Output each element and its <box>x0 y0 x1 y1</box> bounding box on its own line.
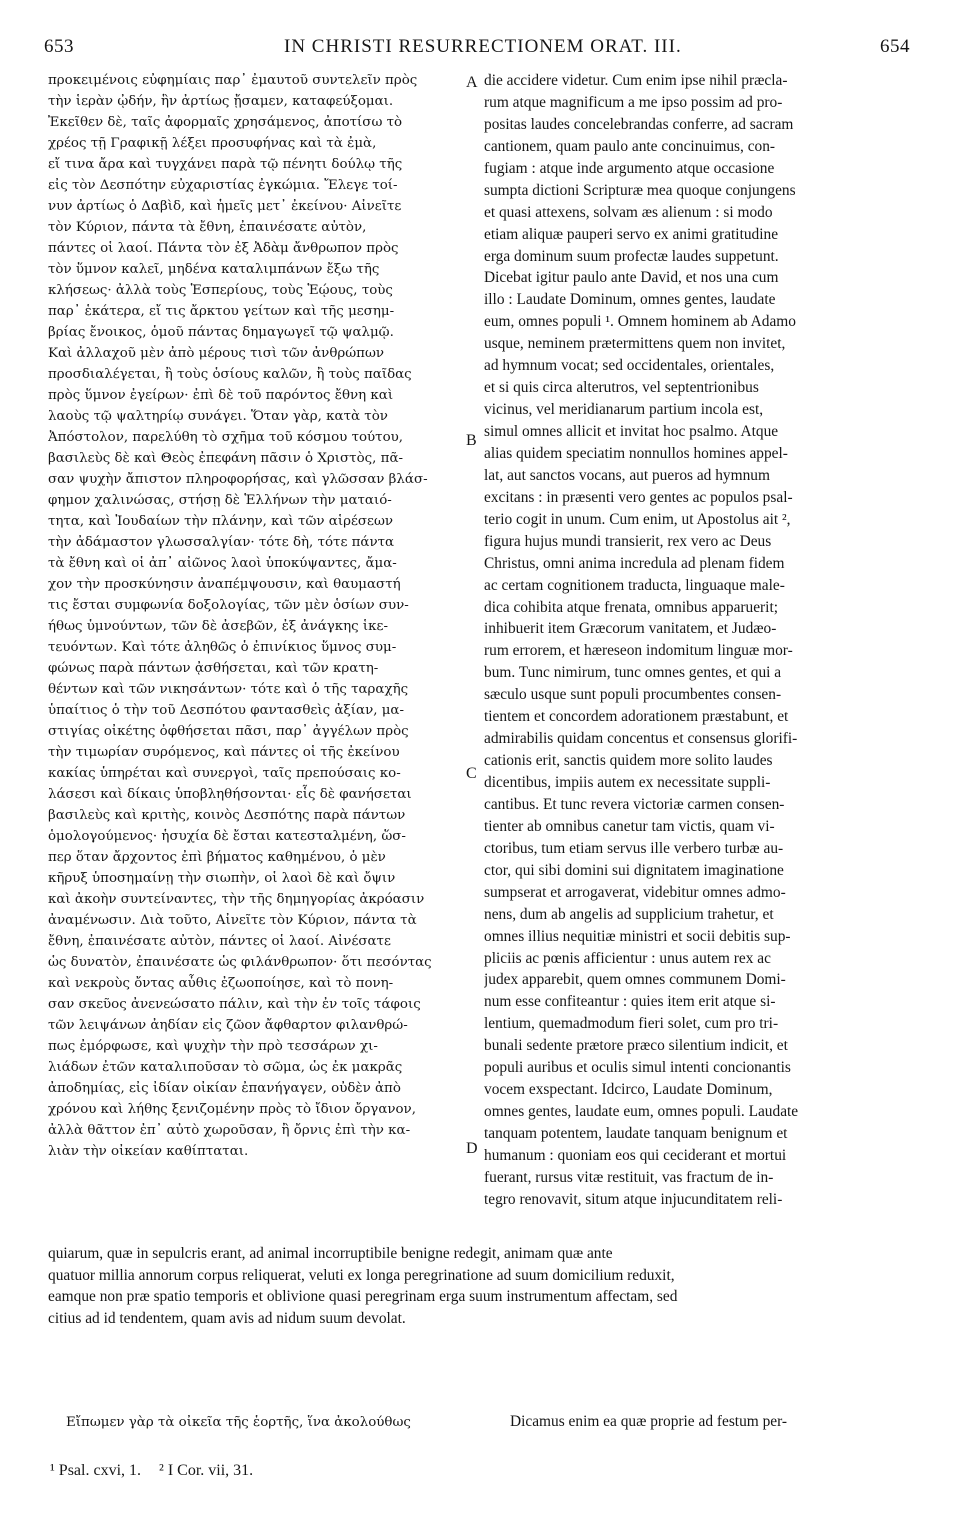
latin-text-line: admirabilis quidam concentus et consensus glorifi- <box>484 730 798 748</box>
greek-text-line: λάσεσι καὶ δίκαις ὑποβληθήσονται· εἷς δὲ φανήσεται <box>48 787 412 802</box>
greek-text-line: στιγίας οἰκέτης ὀφθήσεται πᾶσι, παρ᾽ ἀγγέλων πρὸς <box>48 724 409 739</box>
latin-text-line: cationis erit, sanctis quidem more solito laudes <box>484 752 773 770</box>
latin-text-line: et si quis circa alterutros, vel septentrionibus <box>484 379 759 397</box>
latin-text-line: Christus, omni anima incredula ad plenam fidem <box>484 554 785 572</box>
latin-text-line: sumpserat et arrogaverat, videbitur omnes admo- <box>484 883 786 901</box>
section-marker-c: C <box>466 765 477 782</box>
greek-text-line: εἴ τινα ἄρα καὶ τυγχάνει παρὰ τῷ πένητι δούλῳ τῆς <box>48 157 403 172</box>
greek-text-line: πάντες οἱ λαοί. Πάντα τὸν ἐξ Ἀδὰμ ἄνθρωπον πρὸς <box>48 241 399 256</box>
latin-text-line: et quasi attexens, solvam æs alienum : si modo <box>484 203 773 221</box>
greek-text-line: ήθως ὑμνούντων, τῶν δὲ ἀσεβῶν, ἐξ ἀνάγκης ἱκε- <box>48 619 389 634</box>
latin-text-line: rum errorem, et hæreseon indomitum linguæ mor- <box>484 642 793 660</box>
greek-text-line: θέντων καὶ τῶν νικησάντων· τότε καὶ ὁ τῆς ταραχῆς <box>48 682 409 697</box>
greek-text-line: τὴν ἀδάμαστον γλωσσαλγίαν· τότε δὴ, τότε πάντα <box>48 535 395 550</box>
greek-text-line: νυν ἀρτίως ὁ Δαβὶδ, καὶ ἡμεῖς μετ᾽ ἐκείνου· Αἰνεῖτε <box>48 199 402 214</box>
greek-text-line: τὴν ἱερὰν ᾠδήν, ἣν ἀρτίως ᾔσαμεν, καταφεύξομαι. <box>48 94 394 109</box>
greek-text-line: πως ἐμόρφωσε, καὶ ψυχὴν τὴν πρὸ τεσσάρων χι- <box>48 1039 378 1054</box>
greek-text-line: ἀλλὰ θᾶττον ἐπ᾽ αὐτὸ χωροῦσαν, ἢ ὄρνις ἐπὶ τὴν κα- <box>48 1123 411 1138</box>
latin-text-line: tientem et concordem adorationem præstabunt, et <box>484 708 789 726</box>
latin-text-line: populi auribus et oculis simul intenti concionantis <box>484 1059 791 1077</box>
latin-text-line: rum atque magnificum a me ipso possim ad pro- <box>484 93 783 111</box>
footnote-1: ¹ Psal. cxvi, 1. <box>50 1462 142 1479</box>
greek-text-line: παρ᾽ ἑκάτερα, εἴ τις ἄρκτου γείτων καὶ τῆς μεσημ- <box>48 304 395 319</box>
greek-text-line: λιάδων ἐτῶν καταλιποῦσαν τὸ σῶμα, ὡς ἐκ μακρᾶς <box>48 1060 403 1075</box>
greek-text-line: τὸν Κύριον, πάντα τὰ ἔθνη, ἐπαινέσατε αὐτὸν, <box>48 220 367 235</box>
latin-text-line: simul omnes allicit et invitat hoc psalmo. Atque <box>484 423 779 440</box>
greek-text-line: τὸν ὕμνον καλεῖ, μηδένα καταλιμπάνων ἔξω τῆς <box>48 262 380 277</box>
greek-column <box>48 70 463 1162</box>
latin-text-line: sumpta dictioni Scripturæ mea quoque conjungens <box>484 181 796 199</box>
greek-text-line: τευόντων. Καὶ τότε ἀληθῶς ὁ ἐπινίκιος ὕμνος συμ- <box>48 640 397 655</box>
latin-text-line: terio cogit in unum. Cum enim, ut Apostolus ait ², <box>484 510 791 528</box>
greek-text-line: βρίας ἔνοικος, ὁμοῦ πάντας δημαγωγεῖ τῷ ψαλμῷ. <box>48 325 394 340</box>
greek-text-line: τὴν τιμωρίαν συρόμενος, καὶ πάντες οἱ τῆς ἐκείνου <box>48 745 400 760</box>
greek-text-line: λιὰν τὴν οἰκείαν καθίπταται. <box>48 1144 249 1159</box>
latin-text-line: omnes illius nequitiæ ministri et socii debitis sup- <box>484 927 791 945</box>
greek-text-line: τῶν λειψάνων ἀηδίαν εἰς ζῶον ἄφθαρτον φιλανθρώ- <box>48 1018 408 1033</box>
latin-text-line: figura hujus mundi transierit, rex vero ac Deus <box>484 532 772 550</box>
latin-text-line: lentium, quemadmodum fieri solet, cum pro tri- <box>484 1015 779 1033</box>
greek-text-line: φημον χαλινώσας, στήσῃ δὲ Ἑλλήνων τὴν ματαιό- <box>48 493 392 508</box>
latin-text-line: positas laudes concelebrandas conferre, ad sacram <box>484 115 794 133</box>
greek-text-line: βασιλεὺς δὲ καὶ Θεὸς ἐπεφάνη πᾶσιν ὁ Χριστὸς, πᾶ- <box>48 451 404 466</box>
latin-text-line: tegro renovavit, situm atque injucunditatem reli- <box>484 1190 783 1208</box>
latin-text-line: vocem exspectant. Idcirco, Laudate Dominum, <box>484 1081 773 1099</box>
latin-text-line: quatuor millia annorum corpus reliquerat, veluti ex longa peregrinatione ad suum domicilium reduxit, <box>48 1266 675 1284</box>
greek-text-line: ὡς δυνατὸν, ἐπαινέσατε ὡς φιλάνθρωπον· ὅτι πεσόντας <box>48 955 432 970</box>
section-marker-a: A <box>466 74 478 91</box>
latin-text-line: ctor, qui sibi domini sui dignitatem imaginatione <box>484 861 784 879</box>
greek-text-line: τις ἔσται συμφωνία δοξολογίας, τῶν μὲν ὁσίων συν- <box>48 598 409 613</box>
footnotes <box>50 1462 267 1480</box>
greek-text-line: βασιλεὺς καὶ κριτὴς, κοινὸς Δεσπότης παρὰ πάντων <box>48 808 406 823</box>
greek-text-line: ὁμολογούμενος· ἡσυχία δὲ ἔσται κατεσταλμένη, ὥσ- <box>48 829 406 844</box>
latin-text-line: num esse confiteantur : quies item erit atque si- <box>484 993 776 1011</box>
greek-text-line: περ ὅταν ἄρχοντος ἐπὶ βήματος καθημένου, ὁ μὲν <box>48 850 386 865</box>
greek-text-line: λαοὺς τῷ ψαλτηρίῳ συνάγει. Ὅταν γὰρ, κατὰ τὸν <box>48 409 388 424</box>
running-title: IN CHRISTI RESURRECTIONEM ORAT. III. <box>284 36 682 57</box>
latin-text-line: bum. Tunc nimirum, tunc omnes gentes, et qui a <box>484 664 782 682</box>
latin-text-line: ctoribus, tum etiam servus ille verbero turbæ au- <box>484 839 784 857</box>
latin-text-line: citius ad id tendentem, quam avis ad nidum suum devolat. <box>48 1309 406 1327</box>
page-number-right: 654 <box>880 36 910 57</box>
greek-text-line: ὑπαίτιος ὁ τὴν τοῦ Δεσπότου φαντασθεὶς ἀξίαν, μα- <box>48 703 404 718</box>
latin-text-line: etiam aliquæ pauperi servo ex animi gratitudine <box>484 225 779 243</box>
greek-text-line: ἀναμένωσιν. Διὰ τοῦτο, Αἰνεῖτε τὸν Κύριον, πάντα τὰ <box>48 913 417 928</box>
page-number-left: 653 <box>44 36 74 57</box>
latin-text-line: ad hymnum vocat; sed occidentales, orientales, <box>484 357 775 375</box>
greek-text-line: χον τὴν προσκύνησιν ἀναπέμψουσιν, καὶ θαυμαστή <box>48 577 401 592</box>
latin-text-line: usque, neminem prætermittens quem non invitet, <box>484 335 786 353</box>
greek-text-line: σαν σκεῦος ἀνενεώσατο πάλιν, καὶ τὴν ἐν τοῖς τάφοις <box>48 997 421 1012</box>
latin-text-line: fugiam : atque inde argumento atque occasione <box>484 159 775 177</box>
latin-text-line: eum, omnes populi ¹. Omnem hominem ab Adamo <box>484 313 796 331</box>
latin-text-line: ac certam cognitionem traducta, linguaque male- <box>484 576 785 594</box>
greek-text-line: πρὸς ὕμνον ἐγείρων· ἐπὶ δὲ τοῦ παρόντος ἔθνη καὶ <box>48 388 394 403</box>
greek-text-line: καὶ νεκροὺς ὄντας αὖθις ἐζωοποίησε, καὶ τὸ πονη- <box>48 976 394 991</box>
latin-text-line: nens, dum ab angelis ad supplicium trahetur, et <box>484 905 774 923</box>
greek-text-line: τὰ ἔθνη καὶ οἱ ἀπ᾽ αἰῶνος λαοὶ ὑποκύψαντες, ἄμα- <box>48 556 397 571</box>
greek-text-line: κλήσεως· ἀλλὰ τοὺς Ἑσπερίους, τοὺς Ἑῴους, τοὺς <box>48 283 393 298</box>
latin-text-line: die accidere videtur. Cum enim ipse nihil præcla- <box>484 72 788 89</box>
section-marker-d: D <box>466 1140 478 1157</box>
latin-text-line: tienter ab omnibus canetur tam victis, quam vi- <box>484 817 775 835</box>
latin-text-line: vicinus, vel meridianarum partium incola est, <box>484 401 764 419</box>
latin-text-line: inhibuerit item Græcorum vanitatem, et Judæo- <box>484 620 777 638</box>
greek-text-line: Καὶ ἀλλαχοῦ μὲν ἀπὸ μέρους τισὶ τῶν ἀνθρώπων <box>48 346 385 361</box>
greek-text-line: σαν ψυχὴν ἄπιστον πληροφορήσας, καὶ γλῶσσαν βλάσ- <box>48 472 428 487</box>
greek-text-line: κακίας ὑπηρέται καὶ συνεργοὶ, ταῖς πρεπούσαις κο- <box>48 766 401 781</box>
greek-text-line: φώνως παρὰ πάντων ᾀσθήσεται, καὶ τῶν κρατη- <box>48 661 379 676</box>
latin-text-line: fuerant, rursus vitæ restituit, vas fractum de in- <box>484 1168 774 1186</box>
greek-text-line: χρόνου καὶ λήθης ξενιζομένην πρὸς τὸ ἴδιον ὄργανον, <box>48 1102 416 1117</box>
greek-text-line: Ἐκεῖθεν δὲ, ταῖς ἀφορμαῖς χρησάμενος, ἀποτίσω τὸ <box>48 115 403 130</box>
greek-text-line: προκειμένοις εὐφημίαις παρ᾽ ἐμαυτοῦ συντελεῖν πρὸς <box>48 73 418 88</box>
latin-text-line: illo : Laudate Dominum, omnes gentes, laudate <box>484 291 776 309</box>
greek-text-line: καὶ ἀκοὴν συντείναντες, τὴν τῆς δημηγορίας ἀκρόασιν <box>48 892 425 907</box>
running-header <box>44 36 910 66</box>
latin-full-width-paragraph <box>48 1243 910 1329</box>
greek-text-line: ἀποδημίας, εἰς ἰδίαν οἰκίαν ἐπανήγαγεν, οὐδὲν ἀπὸ <box>48 1081 401 1096</box>
latin-text-line: erga dominum suum profectæ laudes suppetunt. <box>484 247 779 265</box>
latin-text-line: lat, aut sanctos vocans, aut pueros ad hymnum <box>484 466 770 484</box>
latin-text-line: dica cohibita atque frenata, omnibus apparuerit; <box>484 598 779 616</box>
latin-text-line: humanum : quoniam eos qui ceciderant et mortui <box>484 1146 787 1164</box>
latin-text-line: bunali sedente prætore præco silentium indicit, et <box>484 1037 788 1055</box>
latin-text-line: eamque non præ spatio temporis et oblivione quasi peregrinam erga suum instrumentum affectam, sed <box>48 1288 678 1306</box>
latin-text-line: omnes gentes, laudate eum, omnes populi. Laudate <box>484 1103 799 1121</box>
greek-text-line: τητα, καὶ Ἰουδαίων τὴν πλάνην, καὶ τῶν αἱρέσεων <box>48 514 394 529</box>
greek-text-line: χρέος τῇ Γραφικῇ λέξει προσυφήνας καὶ τὰ ἐμὰ, <box>48 136 377 151</box>
footnote-2: ² I Cor. vii, 31. <box>159 1462 254 1479</box>
latin-text-line: dicentibus, impiis autem ex necessitate suppli- <box>484 774 771 791</box>
greek-text-line: προσδιαλέγεται, ἢ τοὺς ὁσίους καλῶν, ἢ τοὺς παῖδας <box>48 367 412 382</box>
latin-text-line: alias quidem speciatim nonnullos homines appel- <box>484 444 788 462</box>
latin-text-line: cantibus. Et tunc revera victoriæ carmen consen- <box>484 795 785 813</box>
latin-text-line: cantionem, quam paulo ante concinuimus, con- <box>484 137 776 155</box>
latin-text-line: quiarum, quæ in sepulcris erant, ad animal incorruptibile benigne redegit, animam quæ ante <box>48 1245 613 1262</box>
greek-text-line: ἔθνη, ἐπαινέσατε αὐτὸν, πάντες οἱ λαοί. Αἰνέσατε <box>48 934 391 949</box>
latin-text-line: pliciis ac pœnis afficientur : unus autem rex ac <box>484 949 771 967</box>
greek-text-line: κῆρυξ ὑποσημαίνῃ τὴν σιωπὴν, οἱ λαοὶ δὲ καὶ ὄψιν <box>48 871 396 886</box>
latin-text-line: sæculo usque sunt populi procumbentes consen- <box>484 686 782 704</box>
section-marker-b: B <box>466 432 477 449</box>
latin-text-line: Dicebat igitur paulo ante David, et nos una cum <box>484 269 779 287</box>
latin-text-line: tanquam potentem, laudate tanquam benignum et <box>484 1125 788 1142</box>
latin-text-line: judex apparebit, quem omnes communem Domi- <box>484 971 786 989</box>
latin-column <box>484 70 910 1211</box>
greek-text-line: εἰς τὸν Δεσπότην εὐχαριστίας ἐγκώμια. Ἔλεγε τοί- <box>48 178 398 193</box>
greek-closing-line: Εἴπωμεν γὰρ τὰ οἰκεῖα τῆς ἑορτῆς, ἵνα ἀκολούθως <box>66 1415 411 1430</box>
latin-closing-line: Dicamus enim ea quæ proprie ad festum per- <box>510 1413 788 1430</box>
latin-text-line: excitans : in præsenti vero gentes ac populos psal- <box>484 488 793 506</box>
greek-text-line: Ἀπόστολον, παρελύθη τὸ σχῆμα τοῦ κόσμου τούτου, <box>48 430 404 445</box>
